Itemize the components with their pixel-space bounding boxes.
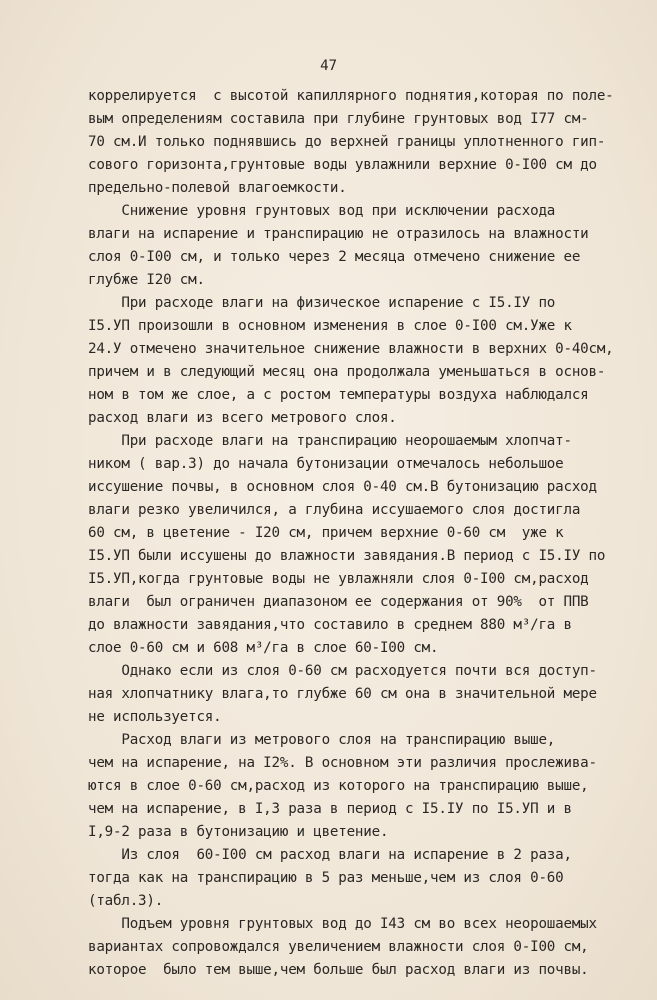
text-line: Расход влаги из метрового слоя на транспирацию выше, — [88, 732, 556, 748]
text-line: влаги на испарение и транспирацию не отразилось на влажности — [88, 226, 589, 242]
text-line: влаги резко увеличился, а глубина иссушаемого слоя достигла — [88, 502, 581, 518]
text-line: глубже I20 см. — [88, 272, 205, 288]
text-line: Снижение уровня грунтовых вод при исключении расхода — [88, 203, 556, 219]
text-line: до влажности завядания,что составило в среднем 880 м³/га в — [88, 617, 572, 633]
text-line: чем на испарение, на I2%. В основном эти различия прослежива- — [88, 755, 597, 771]
text-line: Подъем уровня грунтовых вод до I43 см во всех неорошаемых — [88, 916, 597, 932]
text-line: I5.УП были иссушены до влажности завядания.В период с I5.IУ по — [88, 548, 606, 564]
text-line: расход влаги из всего метрового слоя. — [88, 410, 397, 426]
text-line: ются в слое 0-60 см,расход из которого на транспирацию выше, — [88, 778, 589, 794]
text-line: Однако если из слоя 0-60 см расходуется почти вся доступ- — [88, 663, 597, 679]
text-line: При расходе влаги на физическое испарение с I5.IУ по — [88, 295, 556, 311]
text-line: слое 0-60 см и 608 м³/га в слое 60-I00 см. — [88, 640, 439, 656]
text-line: тогда как на транспирацию в 5 раз меньше,чем из слоя 0-60 — [88, 870, 564, 886]
page-number: 47 — [320, 58, 337, 74]
text-line: предельно-полевой влагоемкости. — [88, 180, 347, 196]
text-line: слоя 0-I00 см, и только через 2 месяца отмечено снижение ее — [88, 249, 581, 265]
text-line: I5.УП произошли в основном изменения в слое 0-I00 см.Уже к — [88, 318, 572, 334]
text-line: сового горизонта,грунтовые воды увлажнили верхние 0-I00 см до — [88, 157, 597, 173]
text-line: I5.УП,когда грунтовые воды не увлажняли слоя 0-I00 см,расход — [88, 571, 589, 587]
text-line: 70 см.И только поднявшись до верхней границы уплотненного гип- — [88, 134, 606, 150]
text-line: 60 см, в цветение - I20 см, причем верхние 0-60 см уже к — [88, 525, 564, 541]
text-line: ником ( вар.3) до начала бутонизации отмечалось небольшое — [88, 456, 564, 472]
text-line: коррелируется с высотой капиллярного поднятия,которая по поле- — [88, 88, 614, 104]
text-line: (табл.3). — [88, 893, 164, 909]
text-line: Из слоя 60-I00 см расход влаги на испарение в 2 раза, — [88, 847, 572, 863]
text-line: иссушение почвы, в основном слоя 0-40 см.В бутонизацию расход — [88, 479, 597, 495]
text-line: вым определениям составила при глубине грунтовых вод I77 см- — [88, 111, 589, 127]
text-line: чем на испарение, в I,3 раза в период с I5.IУ по I5.УП и в — [88, 801, 572, 817]
text-line: влаги был ограничен диапазоном ее содержания от 90% от ППВ — [88, 594, 589, 610]
text-line: 24.У отмечено значительное снижение влажности в верхних 0-40см, — [88, 341, 614, 357]
text-line: ная хлопчатнику влага,то глубже 60 см она в значительной мере — [88, 686, 597, 702]
text-line: вариантах сопровождался увеличением влажности слоя 0-I00 см, — [88, 939, 589, 955]
text-line: При расходе влаги на транспирацию неорошаемым хлопчат- — [88, 433, 572, 449]
text-line: не используется. — [88, 709, 222, 725]
text-line: причем и в следующий месяц она продолжала уменьшаться в основ- — [88, 364, 606, 380]
text-line: которое было тем выше,чем больше был расход влаги из почвы. — [88, 962, 589, 978]
text-line: I,9-2 раза в бутонизацию и цветение. — [88, 824, 389, 840]
text-line: ном в том же слое, а с ростом температуры воздуха наблюдался — [88, 387, 589, 403]
